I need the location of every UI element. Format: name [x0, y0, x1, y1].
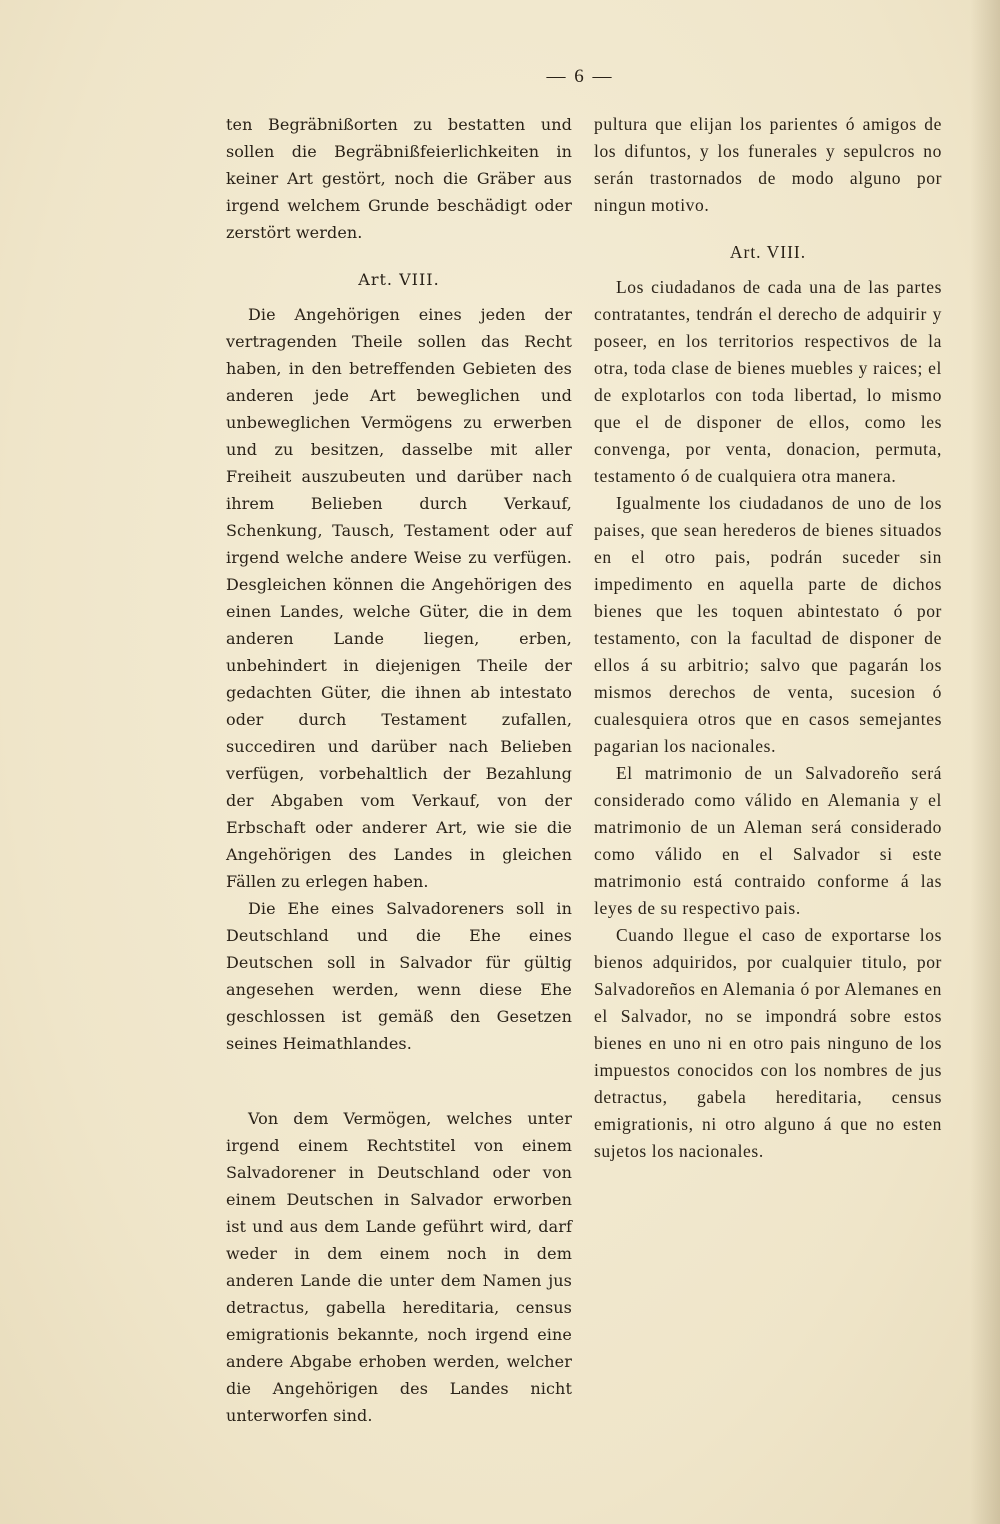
spanish-column [594, 111, 942, 1165]
german-article-heading: Art. VIII. [358, 270, 440, 289]
german-intro-paragraph: ten Begräbnißorten zu bestatten und sollen die Begräbnißfeierlichkeiten in keiner Art gestört, noch die Gräber aus irgend welchem Grunde beschädigt oder zerstört werden. [226, 115, 572, 242]
german-article-paragraph-1: Die Angehörigen eines jeden der vertragenden Theile sollen das Recht haben, in den betreffenden Gebieten des anderen jede Art beweglichen und unbeweglichen Vermögens zu erwerben und zu besitzen, dasselbe mit aller Freiheit auszubeuten und darüber nach ihrem Belieben durch Verkauf, Schenkung, Tausch, Testament oder auf irgend welche andere Weise zu verfügen. Desgleichen können die Angehörigen des einen Landes, welche Güter, die in dem anderen Lande liegen, erben, unbehindert in diejenigen Theile der gedachten Güter, die ihnen ab intestato oder durch Testament zufallen, succediren und darüber nach Belieben verfügen, vorbehaltlich der Bezahlung der Abgaben vom Verkauf, von der Erbschaft oder anderer Art, wie sie die Angehörigen des Landes in gleichen Fällen zu erlegen haben. [226, 305, 572, 891]
german-article-paragraph-3: Von dem Vermögen, welches unter irgend einem Rechtstitel von einem Salvadorener in Deutschland oder von einem Deutschen in Salvador erworben ist und aus dem Lande geführt wird, darf weder in dem einem noch in dem anderen Lande die unter dem Namen jus detractus, gabella hereditaria, census emigrationis bekannte, noch irgend eine andere Abgabe erhoben werden, welcher die Angehörigen des Landes nicht unterworfen sind. [226, 1109, 572, 1425]
spanish-article-paragraph-4: Cuando llegue el caso de exportarse los bienos adquiridos, por cualquier titulo, por Salvadoreños en Alemania ó por Alemanes en el Salvador, no se impondrá sobre estos bienes en uno ni en otro pais ninguno de los impuestos conocidos con los nombres de jus detractus, gabela hereditaria, census emigrationis, ni otro alguno á que no esten sujetos los nacionales. [594, 925, 942, 1161]
spanish-intro-paragraph: pultura que elijan los parientes ó amigos de los difuntos, y los funerales y sepulcros no serán trastornados de modo alguno por ningun motivo. [594, 114, 942, 215]
page-number: — 6 — [546, 66, 614, 87]
spanish-article-paragraph-3: El matrimonio de un Salvadoreño será considerado como válido en Alemania y el matrimonio de un Aleman será considerado como válido en el Salvador si este matrimonio está contraido conforme á las leyes de su respectivo pais. [594, 763, 942, 918]
spanish-article-paragraph-2: Igualmente los ciudadanos de uno de los paises, que sean herederos de bienes situados en el otro pais, podrán suceder sin impedimento en aquella parte de dichos bienes que les toquen abintestato ó por testamento, con la facultad de disponer de ellos á su arbitrio; salvo que pagarán los mismos derechos de venta, sucesion ó cualesquiera otros que en casos semejantes pagarian los nacionales. [594, 493, 942, 756]
spanish-article-heading: Art. VIII. [729, 242, 807, 262]
german-column [226, 111, 572, 1429]
spanish-article-paragraph-1: Los ciudadanos de cada una de las partes contratantes, tendrán el derecho de adquirir y poseer, en los territorios respectivos de la otra, toda clase de bienes muebles y raices; el de explotarlos con toda libertad, lo mismo que el de disponer de ellos, como les convenga, por venta, donacion, permuta, testamento ó de cualquiera otra manera. [594, 277, 942, 486]
german-article-paragraph-2: Die Ehe eines Salvadoreners soll in Deutschland und die Ehe eines Deutschen soll in Salvador für gültig angesehen werden, wenn diese Ehe geschlossen ist gemäß den Gesetzen seines Heimathlandes. [226, 899, 572, 1053]
